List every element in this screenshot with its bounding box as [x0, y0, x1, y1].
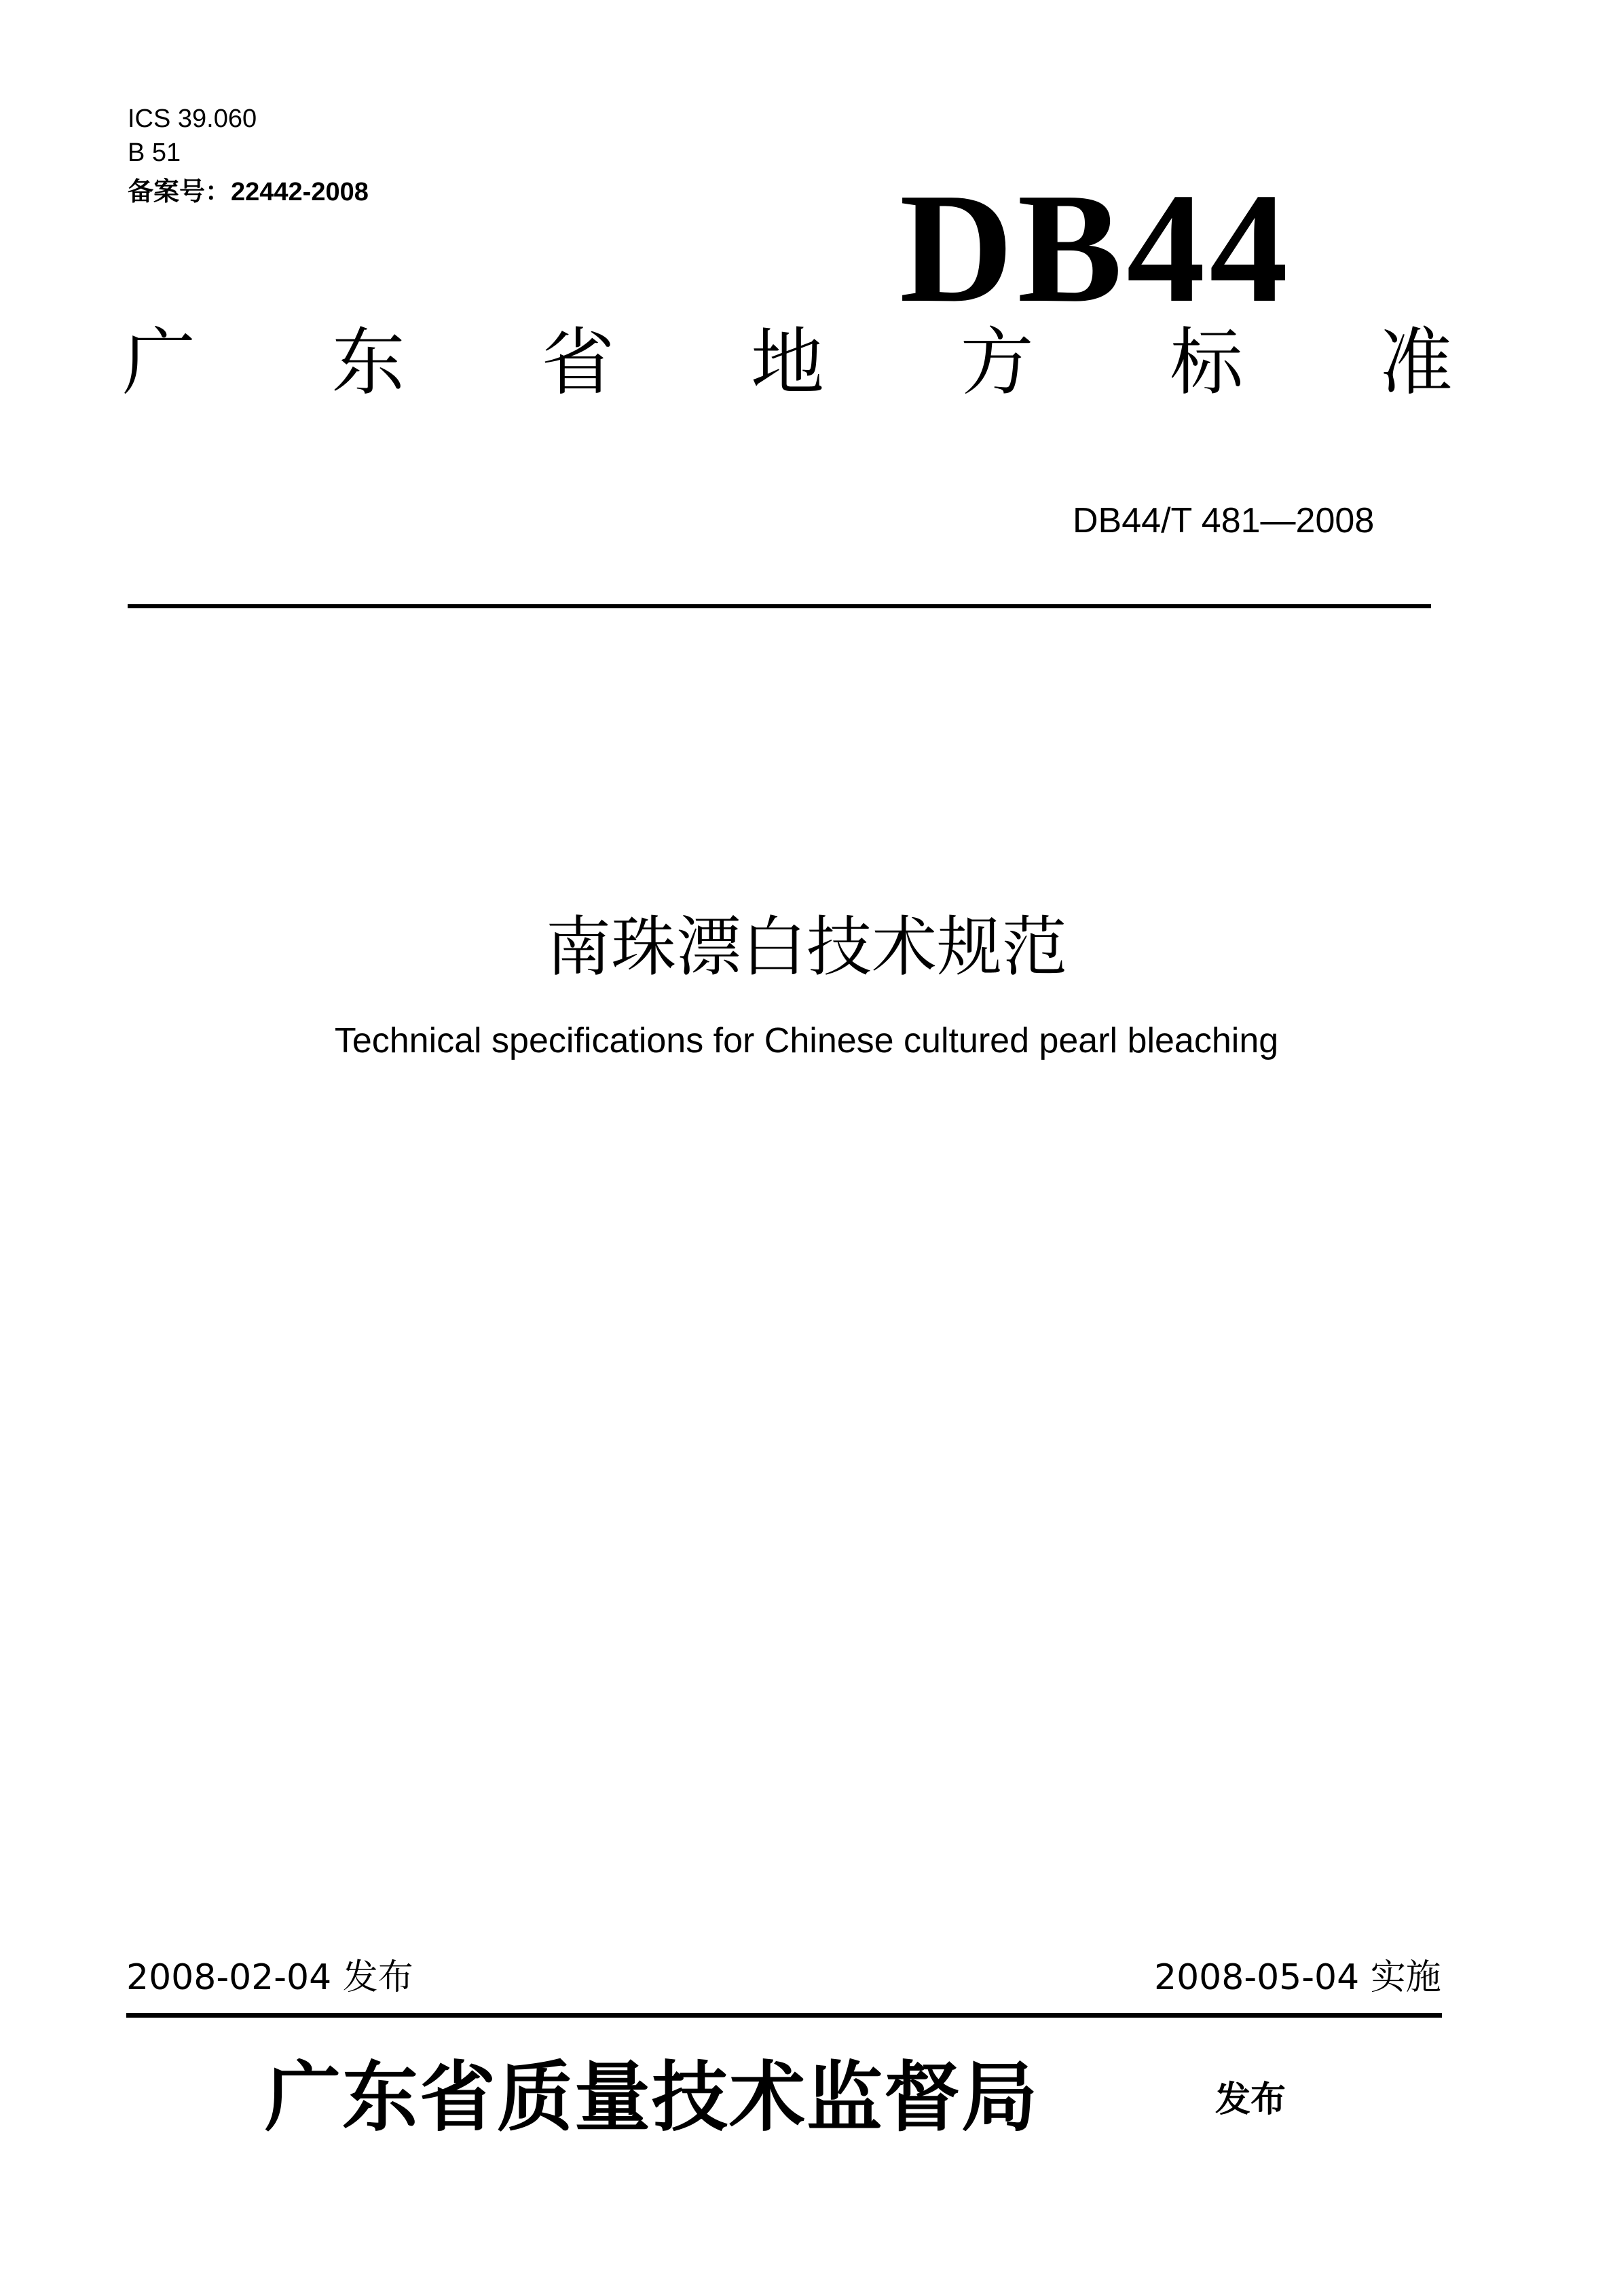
- standard-type-char: 准: [1379, 320, 1453, 405]
- title-english: Technical specifications for Chinese cultured pearl bleaching: [334, 1021, 1279, 1060]
- top-divider: [128, 604, 1431, 608]
- standard-type-char: 东: [331, 320, 405, 405]
- ics-code: ICS 39.060: [128, 105, 257, 133]
- implement-date: 2008-05-04 实施: [1154, 1957, 1441, 1998]
- issuer-name: 广东省质量技术监督局: [265, 2053, 1039, 2142]
- standard-type-char: 标: [1170, 320, 1244, 405]
- bottom-divider: [126, 2013, 1442, 2018]
- db44-logo: DB44: [900, 161, 1293, 335]
- record-number: 备案号：22442-2008: [128, 178, 369, 206]
- standard-type-char: 广: [122, 320, 196, 405]
- standard-type-char: 方: [960, 320, 1034, 405]
- standard-type-char: 省: [541, 320, 615, 405]
- classification-code: B 51: [128, 138, 181, 167]
- issue-label: 发布: [1215, 2079, 1286, 2120]
- title-chinese: 南珠漂白技术规范: [546, 909, 1067, 985]
- standard-type-heading: [122, 319, 1453, 407]
- standard-number: DB44/T 481—2008: [1073, 501, 1375, 540]
- standard-type-char: 地: [750, 320, 824, 405]
- publish-date: 2008-02-04 发布: [126, 1957, 413, 1998]
